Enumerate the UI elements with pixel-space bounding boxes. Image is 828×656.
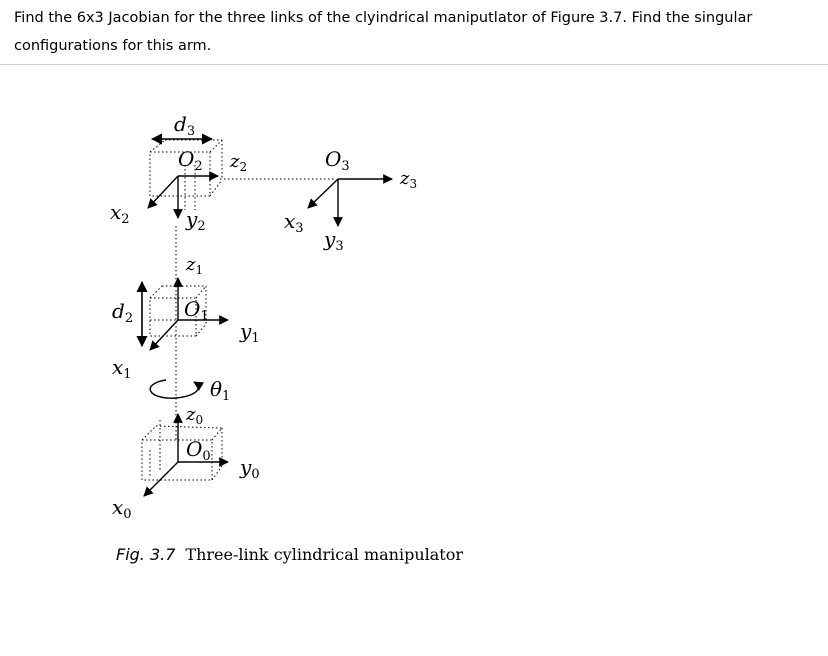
frame-2 [148,139,335,218]
label-O1: $O_1$ [184,297,209,324]
x2-axis [148,176,178,208]
frame-3 [308,179,392,226]
label-d2: $d_2$ [112,299,134,326]
label-x2: $x_2$ [110,200,130,227]
theta1-rotation-arrow [150,380,198,398]
label-z0: $z_0$ [186,404,204,427]
label-z2: $z_2$ [230,151,248,174]
label-z1: $z_1$ [186,254,204,277]
figure-caption: Fig. 3.7 Three-link cylindrical manipulator [116,545,464,564]
label-y0: $y_0$ [240,455,260,482]
label-theta1: $\theta_1$ [210,377,231,404]
x0-axis [144,462,178,496]
label-O2: $O_2$ [178,147,203,174]
label-y2: $y_2$ [186,207,206,234]
label-x0: $x_0$ [112,495,132,522]
label-y3: $y_3$ [324,227,344,254]
label-d3: $d_3$ [174,112,196,139]
label-y1: $y_1$ [240,319,260,346]
label-O3: $O_3$ [325,147,350,174]
label-x3: $x_3$ [284,209,304,236]
x1-axis [150,320,178,350]
label-O0: $O_0$ [186,437,211,464]
x3-axis [308,179,338,208]
label-x1: $x_1$ [112,355,132,382]
question-text: Find the 6x3 Jacobian for the three links of the clyindrical maniputlator of Figure 3.7. Find the singular configurations for this arm. [14,10,753,54]
frame-0 [142,414,228,496]
label-z3: $z_3$ [400,168,418,191]
